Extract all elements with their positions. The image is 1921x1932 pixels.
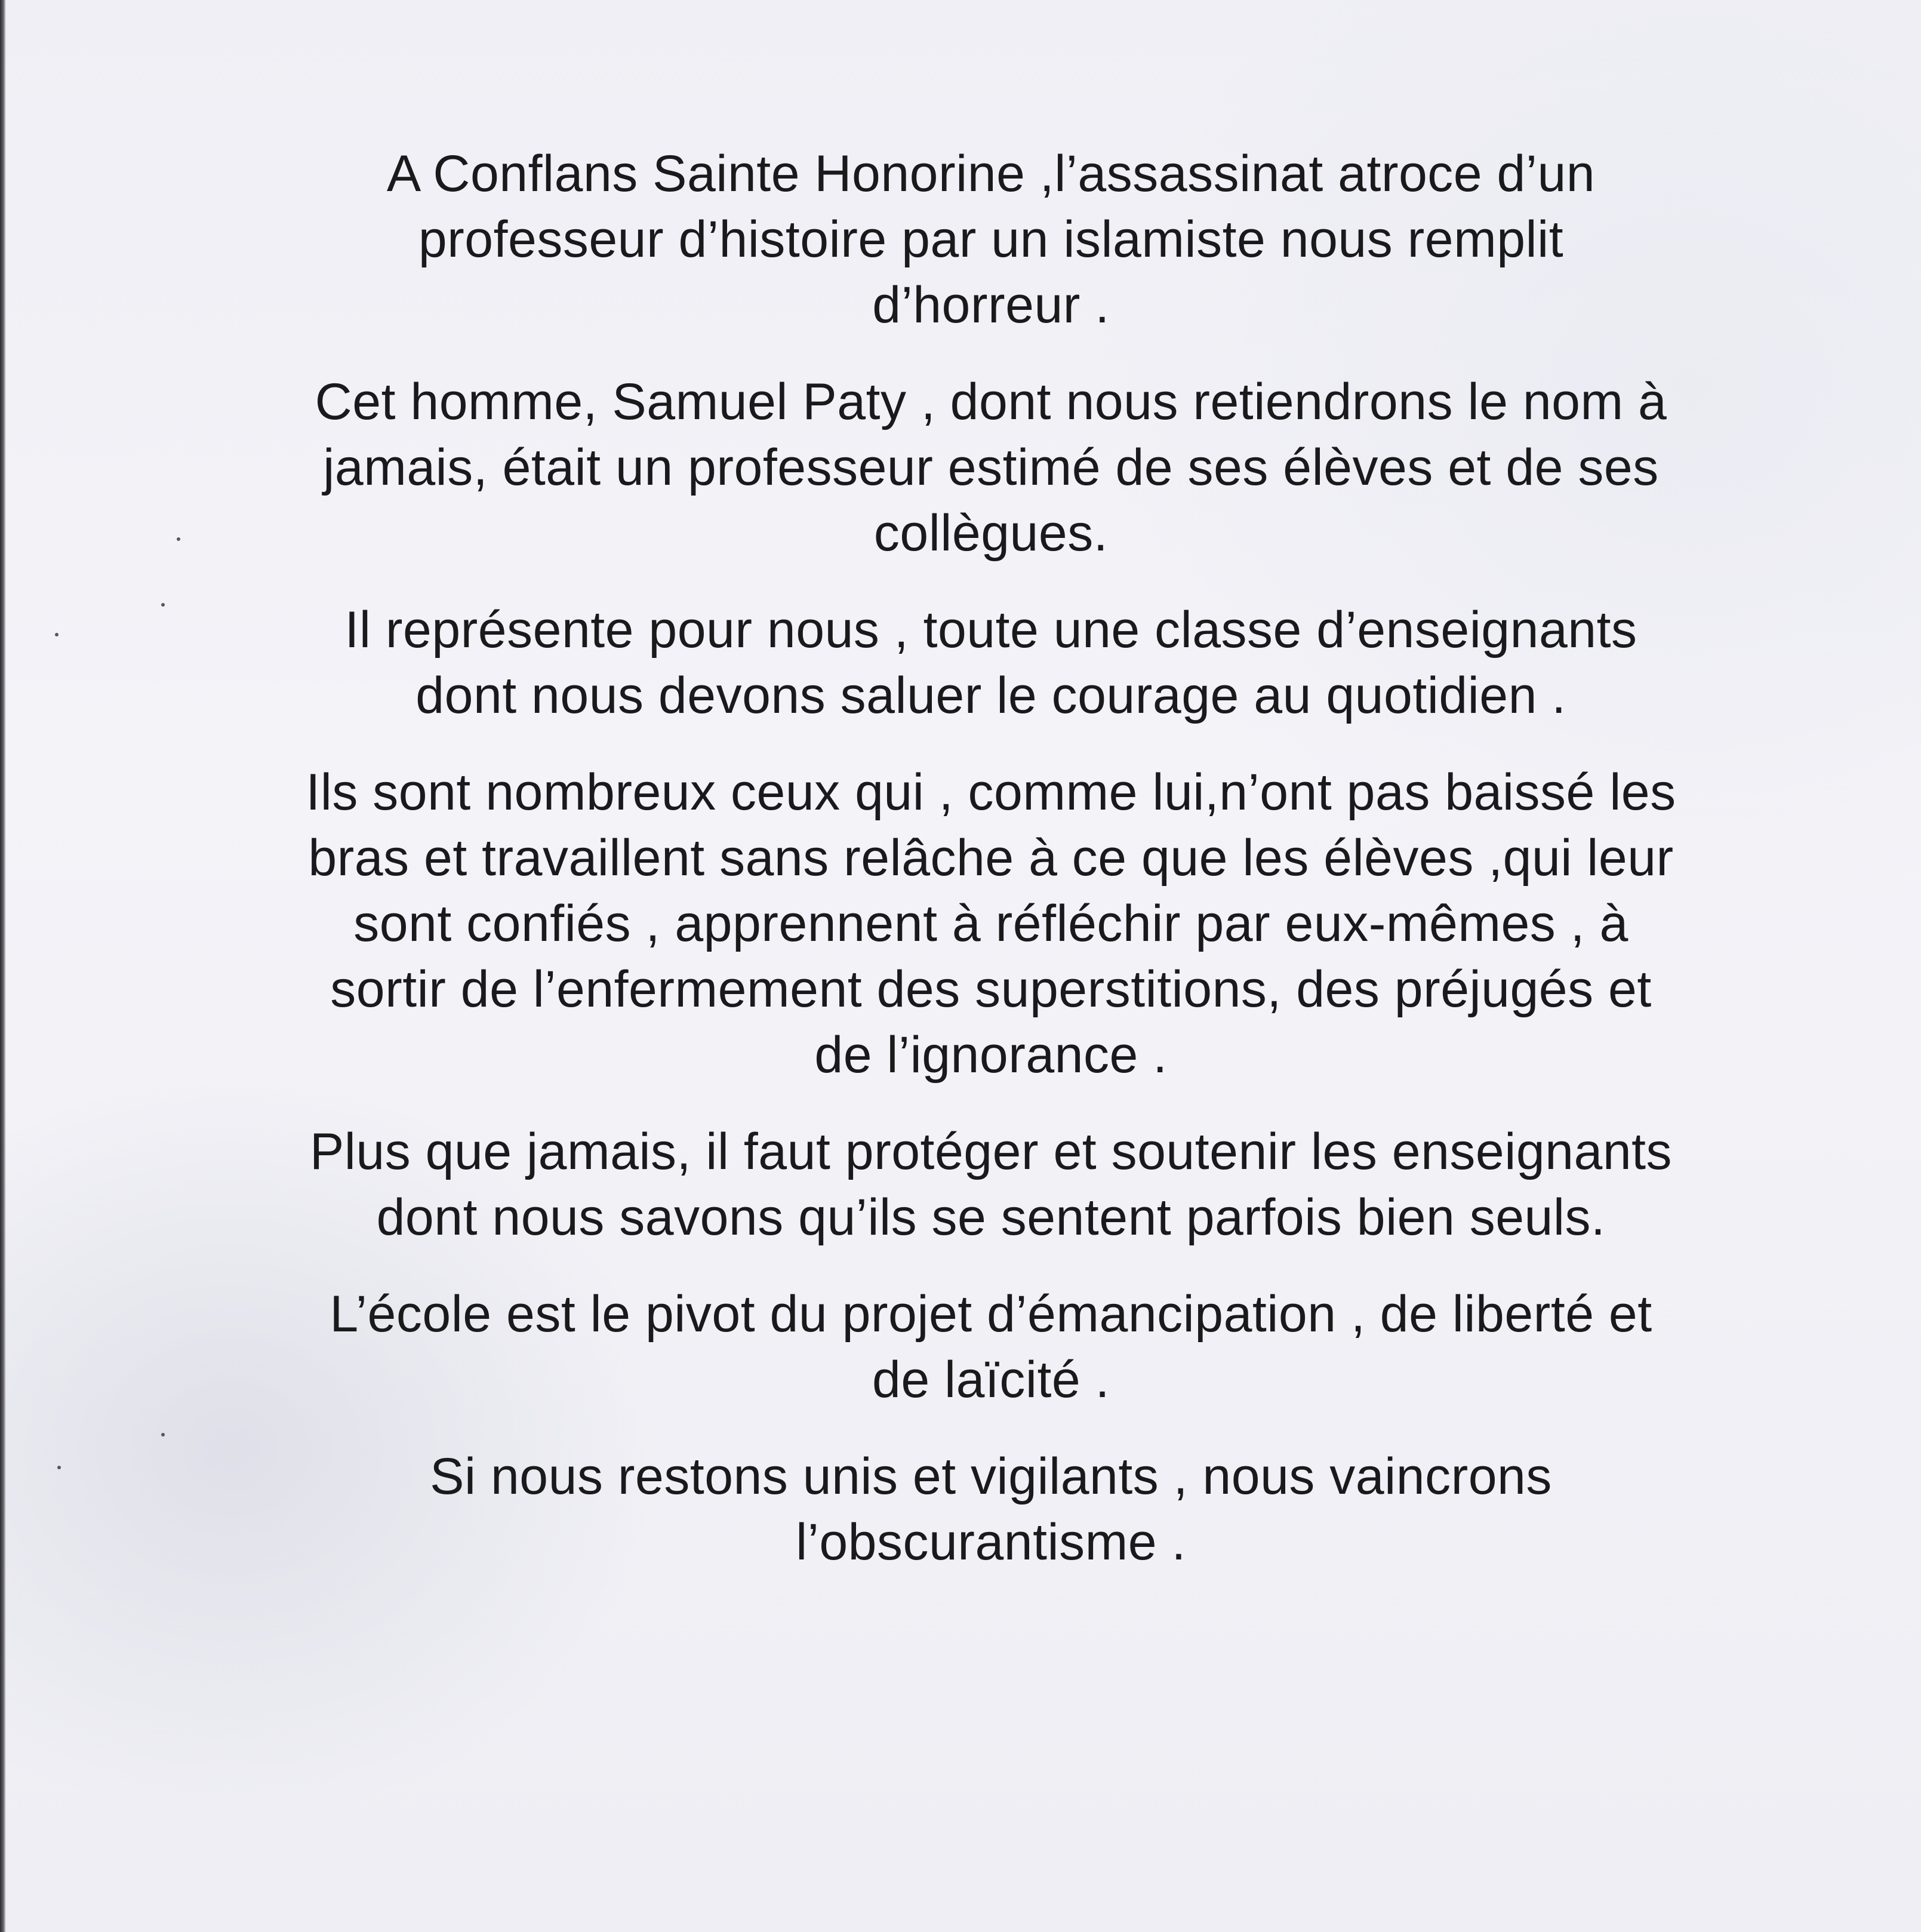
paragraph-2 xyxy=(179,369,1803,566)
text-line: bras et travaillent sans relâche à ce que les élèves ,qui leur xyxy=(308,829,1674,887)
paragraph-3 xyxy=(179,597,1803,728)
text-line: dont nous devons saluer le courage au quotidien . xyxy=(415,667,1566,724)
scan-speck xyxy=(161,1433,165,1436)
text-line: Plus que jamais, il faut protéger et soutenir les enseignants xyxy=(309,1123,1673,1180)
letter-body xyxy=(179,141,1803,1606)
text-line: de l’ignorance . xyxy=(814,1026,1168,1084)
scan-speck xyxy=(55,633,59,636)
text-line: L’école est le pivot du projet d’émancipation , de liberté et xyxy=(330,1285,1652,1343)
scan-speck xyxy=(161,603,165,607)
paragraph-7 xyxy=(179,1444,1803,1575)
text-line: dont nous savons qu’ils se sentent parfois bien seuls. xyxy=(376,1189,1606,1246)
text-line: Si nous restons unis et vigilants , nous vaincrons xyxy=(430,1448,1552,1505)
text-line: d’horreur . xyxy=(872,276,1110,334)
text-line: Ils sont nombreux ceux qui , comme lui,n’ont pas baissé les xyxy=(306,764,1676,821)
text-line: A Conflans Sainte Honorine ,l’assassinat atroce d’un xyxy=(386,145,1596,202)
paragraph-6 xyxy=(179,1281,1803,1413)
paragraph-4 xyxy=(179,759,1803,1088)
text-line: Il représente pour nous , toute une classe d’enseignants xyxy=(344,601,1637,659)
paragraph-5 xyxy=(179,1119,1803,1250)
text-line: jamais, était un professeur estimé de ses élèves et de ses xyxy=(323,439,1659,496)
scan-left-edge xyxy=(0,0,6,1932)
text-line: professeur d’histoire par un islamiste nous remplit xyxy=(418,211,1564,268)
text-line: collègues. xyxy=(873,504,1109,562)
text-line: de laïcité . xyxy=(872,1351,1110,1408)
text-line: Cet homme, Samuel Paty , dont nous retiendrons le nom à xyxy=(315,373,1667,430)
scan-speck xyxy=(57,1466,61,1469)
text-line: sortir de l’enfermement des superstitions, des préjugés et xyxy=(330,961,1652,1018)
text-line: sont confiés , apprennent à réfléchir par eux-mêmes , à xyxy=(353,895,1628,952)
paragraph-1 xyxy=(179,141,1803,338)
text-line: l’obscurantisme . xyxy=(796,1513,1186,1571)
